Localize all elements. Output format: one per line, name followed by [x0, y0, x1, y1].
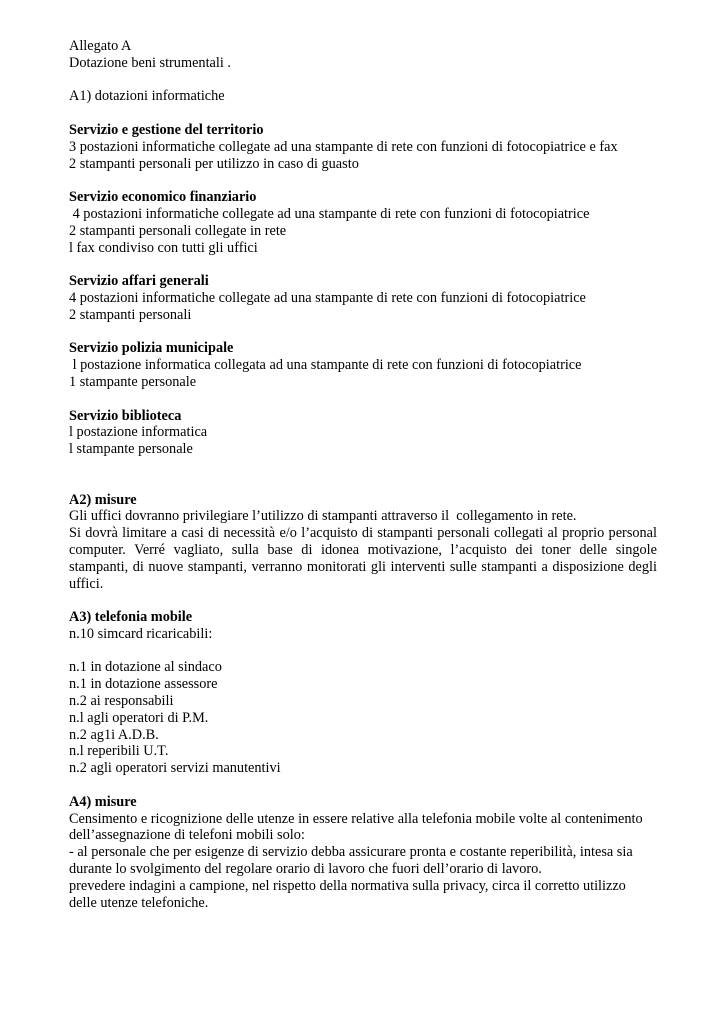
- service-heading: Servizio economico finanziario: [69, 189, 257, 206]
- section-a1-title: A1) dotazioni informatiche: [69, 88, 225, 105]
- document-page: [69, 38, 657, 911]
- a4-paragraph-1: Censimento e ricognizione delle utenze in essere relative alla telefonia mobile volte al contenimento dell’assegnazione di telefoni mobili solo:: [69, 810, 643, 844]
- service-line: 4 postazioni informatiche collegate ad una stampante di rete con funzioni di fotocopiatrice: [69, 289, 586, 306]
- service-heading: Servizio e gestione del territorio: [69, 121, 264, 138]
- service-line: l postazione informatica collegata ad una stampante di rete con funzioni di fotocopiatrice: [69, 357, 582, 374]
- section-a3-heading: A3) telefonia mobile: [69, 609, 193, 626]
- a2-first-line: Gli uffici dovranno privilegiare l’utilizzo di stampanti attraverso il collegamento in rete.: [69, 508, 577, 525]
- a3-intro: n.10 simcard ricaricabili:: [69, 625, 213, 642]
- document-subtitle: Dotazione beni strumentali .: [69, 54, 231, 71]
- service-line: l stampante personale: [69, 441, 193, 458]
- annex-title: Allegato A: [69, 38, 132, 54]
- list-item: n.2 ai responsabili: [69, 693, 174, 710]
- a4-paragraph-3: prevedere indagini a campione, nel rispetto della normativa sulla privacy, circa il corretto utilizzo delle utenze telefoniche.: [69, 877, 626, 911]
- list-item: n.l reperibili U.T.: [69, 743, 169, 760]
- a4-paragraph-2: - al personale che per esigenze di servizio debba assicurare pronta e costante reperibilità, intesa sia durante lo svolgimento del regolare orario di lavoro che fuori dell’orario di lavoro.: [69, 844, 633, 878]
- list-item: n.1 in dotazione assessore: [69, 676, 218, 693]
- service-line: 2 stampanti personali collegate in rete: [69, 222, 287, 239]
- service-line: l fax condiviso con tutti gli uffici: [69, 239, 258, 256]
- section-a4-heading: A4) misure: [69, 793, 137, 810]
- service-line: 1 stampante personale: [69, 373, 197, 390]
- service-heading: Servizio biblioteca: [69, 407, 182, 424]
- list-item: n.1 in dotazione al sindaco: [69, 659, 222, 676]
- service-heading: Servizio affari generali: [69, 273, 209, 290]
- service-line: 3 postazioni informatiche collegate ad una stampante di rete con funzioni di fotocopiatrice e fax: [69, 138, 618, 155]
- service-line: 2 stampanti personali per utilizzo in caso di guasto: [69, 155, 359, 172]
- list-item: n.2 ag1i A.D.B.: [69, 726, 159, 743]
- service-line: l postazione informatica: [69, 424, 208, 441]
- service-line: 4 postazioni informatiche collegate ad una stampante di rete con funzioni di fotocopiatrice: [69, 205, 590, 222]
- list-item: n.l agli operatori di P.M.: [69, 709, 209, 726]
- service-line: 2 stampanti personali: [69, 306, 192, 323]
- section-a2-heading: A2) misure: [69, 491, 137, 508]
- a2-paragraph: Si dovrà limitare a casi di necessità e/o l’acquisto di stampanti personali collegati al proprio personal computer. Verré vagliato, sulla base di idonea motivazione, l’acquisto dei toner delle singole stampanti, di nuove stampanti, verranno monitorati gli interventi sulle stampanti a disposizione degli uffici.: [69, 525, 657, 592]
- service-heading: Servizio polizia municipale: [69, 340, 234, 357]
- list-item: n.2 agli operatori servizi manutentivi: [69, 760, 281, 777]
